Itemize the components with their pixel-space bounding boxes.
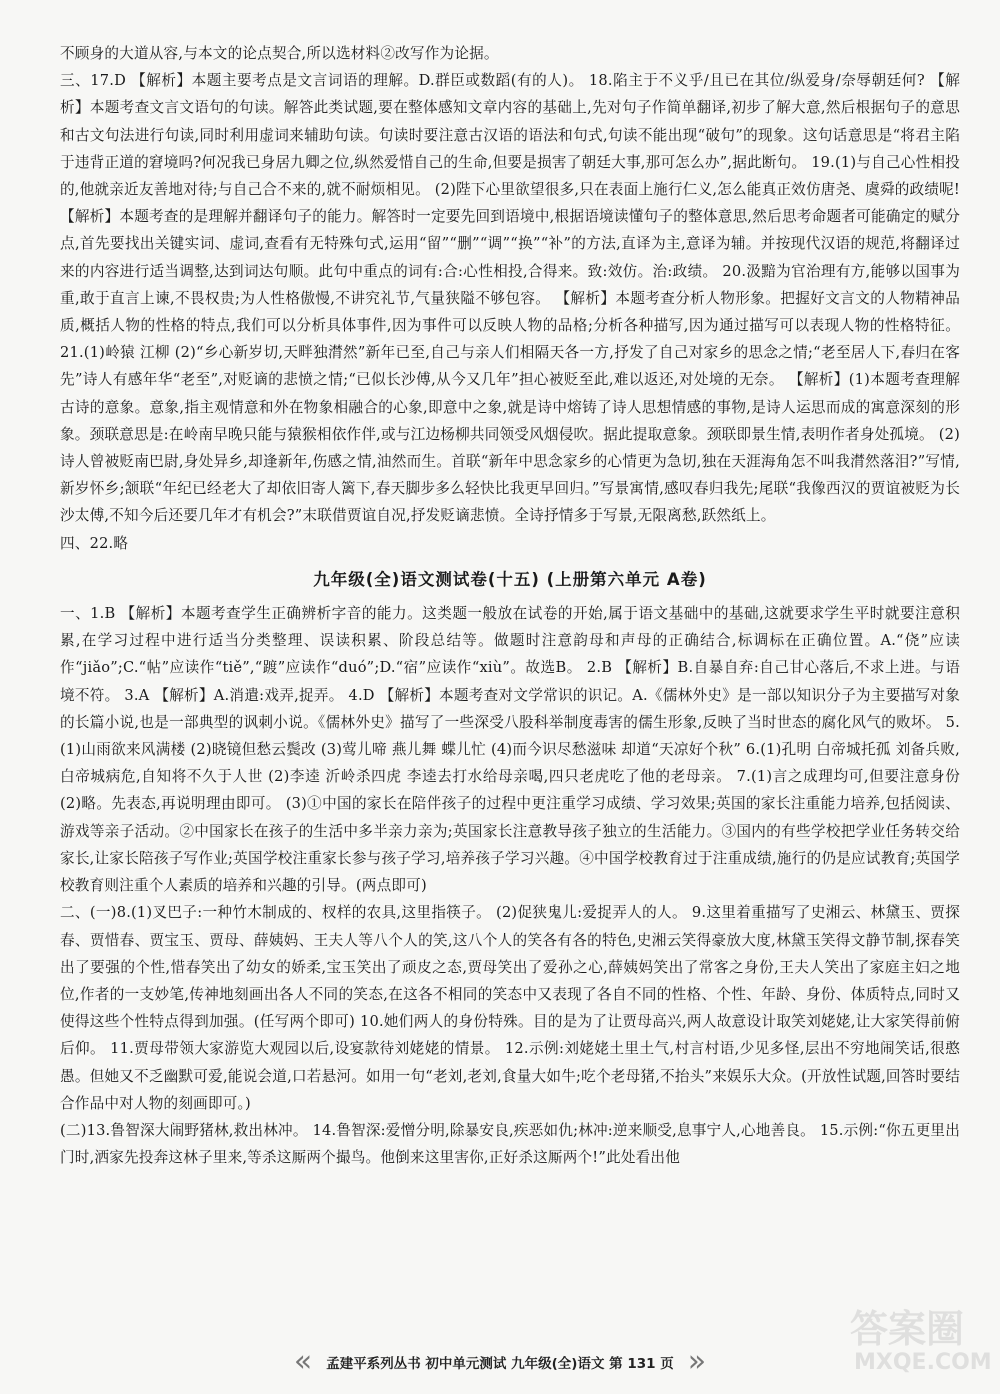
answer-paragraph: 不顾身的大道从容,与本文的论点契合,所以选材料②改写作为论据。	[60, 45, 499, 62]
section-title: 九年级(全)语文测试卷(十五) (上册第六单元 A卷)	[313, 569, 707, 589]
left-chevron-icon: «	[293, 1344, 313, 1379]
watermark-text: 答案圈	[850, 1307, 965, 1351]
footer-text: 孟建平系列丛书 初中单元测试 九年级(全)语文 第 131 页	[326, 1356, 674, 1372]
answer-paragraph: (二)13.鲁智深大闹野猪林,救出林冲。 14.鲁智深:爱憎分明,除暴安良,疾恶如仇;林冲:逆来顺受,息事宁人,心地善良。 15.示例:“你五更里出门时,洒家先投奔这林子里来,等杀这厮两个撮鸟。他倒来这里害你,正好杀这厮两个!”此处看出他	[60, 1121, 960, 1167]
right-chevron-icon: »	[687, 1344, 707, 1379]
answer-paragraph: 三、17.D 【解析】本题主要考点是文言词语的理解。D.群臣或数蹈(有的人)。 18.陷主于不义乎/且已在其位/纵爱身/奈辱朝廷何? 【解析】本题考查文言文语句的句读。解答此类试题,要在整体感知文章内容的基础上,先对句子作简单翻译,初步了解大意,然后根据句子的意思和古文句法进行句读,同时利用虚词来辅助句读。句读时要注意古汉语的语法和句式,句读不能出现“破句”的现象。这句话意思是“将君主陷于违背正道的窘境吗?何况我已身居九卿之位,纵然爱惜自己的生命,但要是损害了朝廷大事,那可怎么办”,据此断句。 19.(1)与自己心性相投的,他就亲近友善地对待;与自己合不来的,就不耐烦相见。 (2)陛下心里欲望很多,只在表面上施行仁义,怎么能真正效仿唐尧、虞舜的政绩呢! 【解析】本题考查的是理解并翻译句子的能力。解答时一定要先回到语境中,根据语境读懂句子的整体意思,然后思考命题者可能确定的赋分点,首先要找出关键实词、虚词,查看有无特殊句式,运用“留”“删”“调”“换”“补”的方法,直译为主,意译为辅。并按现代汉语的规范,将翻译过来的内容进行适当调整,达到词达句顺。此句中重点的词有:合:心性相投,合得来。致:效仿。治:政绩。 20.汲黯为官治理有方,能够以国事为重,敢于直言上谏,不畏权贵;为人性格傲慢,不讲究礼节,气量狭隘不够包容。 【解析】本题考查分析人物形象。把握好文言文的人物精神品质,概括人物的性格的特点,我们可以分析具体事件,因为事件可以反映人物的品格;分析各种描写,因为通过描写可以表现人物的性格特征。 21.(1)岭猿 江柳 (2)“乡心新岁切,天畔独潸然”新年已至,自己与亲人们相隔天各一方,抒发了自己对家乡的思念之情;“老至居人下,春归在客先”诗人有感年华“老至”,对贬谪的悲愤之情;“已似长沙傅,从今又几年”担心被贬至此,难以返还,对处境的无奈。 【解析】(1)本题考查理解古诗的意象。意象,指主观情意和外在物象相融合的心象,即意中之象,就是诗中熔铸了诗人思想情感的事物,是诗人运思而成的寓意深刻的形象。颈联意思是:在岭南早晚只能与猿猴相依作伴,或与江边杨柳共同领受风烟侵吹。据此提取意象。颈联即景生情,表明作者身处孤境。 (2)诗人曾被贬南巴尉,身处异乡,却逢新年,伤感之情,油然而生。首联“新年中思念家乡的心情更为急切,独在天涯海角怎不叫我潸然落泪?”写情,新岁怀乡;颔联“年纪已经老大了却依旧寄人篱下,春天脚步多么轻快比我更早回归。”写景寓情,感叹春归我先;尾联“我像西汉的贾谊被贬为长沙太傅,不知今后还要几年才有机会?”末联借贾谊自况,抒发贬谪悲愤。全诗抒情多于写景,无限离愁,跃然纸上。	[60, 72, 960, 525]
answer-paragraph: 一、1.B 【解析】本题考查学生正确辨析字音的能力。这类题一般放在试卷的开始,属于语文基础中的基础,这就要求学生平时就要注意积累,在学习过程中进行适当分类整理、误读积累、阶段总结等。做题时注意韵母和声母的正确结合,标调标在正确位置。A.“侥”应读作“jiǎo”;C.“帖”应读作“tiě”,“踱”应读作“duó”;D.“宿”应读作“xiù”。故选B。 2.B 【解析】B.自暴自弃:自己甘心落后,不求上进。与语境不符。 3.A 【解析】A.消遣:戏弄,捉弄。 4.D 【解析】本题考查对文学常识的识记。A.《儒林外史》是一部以知识分子为主要描写对象的长篇小说,也是一部典型的讽刺小说。《儒林外史》描写了一些深受八股科举制度毒害的儒生形象,反映了当时世态的腐化风气的败坏。 5.(1)山雨欲来风满楼 (2)晓镜但愁云鬓改 (3)莺儿啼 燕儿舞 蝶儿忙 (4)而今识尽愁滋味 却道“天凉好个秋” 6.(1)孔明 白帝城托孤 刘备兵败,白帝城病危,自知将不久于人世 (2)李逵 沂岭杀四虎 李逵去打水给母亲喝,四只老虎吃了他的老母亲。 7.(1)言之成理均可,但要注意身份 (2)略。先表态,再说明理由即可。 (3)①中国的家长在陪伴孩子的过程中更注重学习成绩、学习效果;英国的家长注重能力培养,包括阅读、游戏等亲子活动。②中国家长在孩子的生活中多半亲力亲为;英国家长注意教导孩子独立的生活能力。③国内的有些学校把学业任务转交给家长,让家长陪孩子写作业;英国学校注重家长参与孩子学习,培养孩子学习兴趣。④中国学校教育过于注重成绩,施行的仍是应试教育;英国学校教育则注重个人素质的培养和兴趣的引导。(两点即可)	[60, 605, 960, 895]
document-body	[60, 40, 960, 1171]
answer-paragraph: 四、22.略	[60, 534, 129, 552]
watermark-logo	[844, 1298, 994, 1388]
watermark-url: MXQE.COM	[854, 1350, 992, 1375]
answer-paragraph: 二、(一)8.(1)叉巴子:一种竹木制成的、杈样的农具,这里指筷子。 (2)促狭鬼儿:爱捉弄人的人。 9.这里着重描写了史湘云、林黛玉、贾探春、贾惜春、贾宝玉、贾母、薛姨妈、王夫人等八个人的笑,这八个人的笑各有各的特色,史湘云笑得豪放大度,林黛玉笑得文静节制,探春笑出了要强的个性,惜春笑出了幼女的娇柔,宝玉笑出了顽皮之态,贾母笑出了爱孙之心,薛姨妈笑出了常客之身份,王夫人笑出了家庭主妇之地位,作者的一支妙笔,传神地刻画出各人不同的笑态,在这各不相同的笑态中又表现了各自不同的性格、个性、年龄、身份、体质特点,同时又使得这些个性特点得到加强。(任写两个即可) 10.她们两人的身份特殊。目的是为了让贾母高兴,两人故意设计取笑刘姥姥,让大家笑得前俯后仰。 11.贾母带领大家游览大观园以后,设宴款待刘姥姥的情景。 12.示例:刘姥姥土里土气,村言村语,少见多怪,层出不穷地闹笑话,很憨愚。但她又不乏幽默可爱,能说会道,口若悬河。如用一句“老刘,老刘,食量大如牛;吃个老母猪,不抬头”来娱乐大众。(开放性试题,回答时要结合作品中对人物的刻画即可。)	[60, 904, 960, 1112]
